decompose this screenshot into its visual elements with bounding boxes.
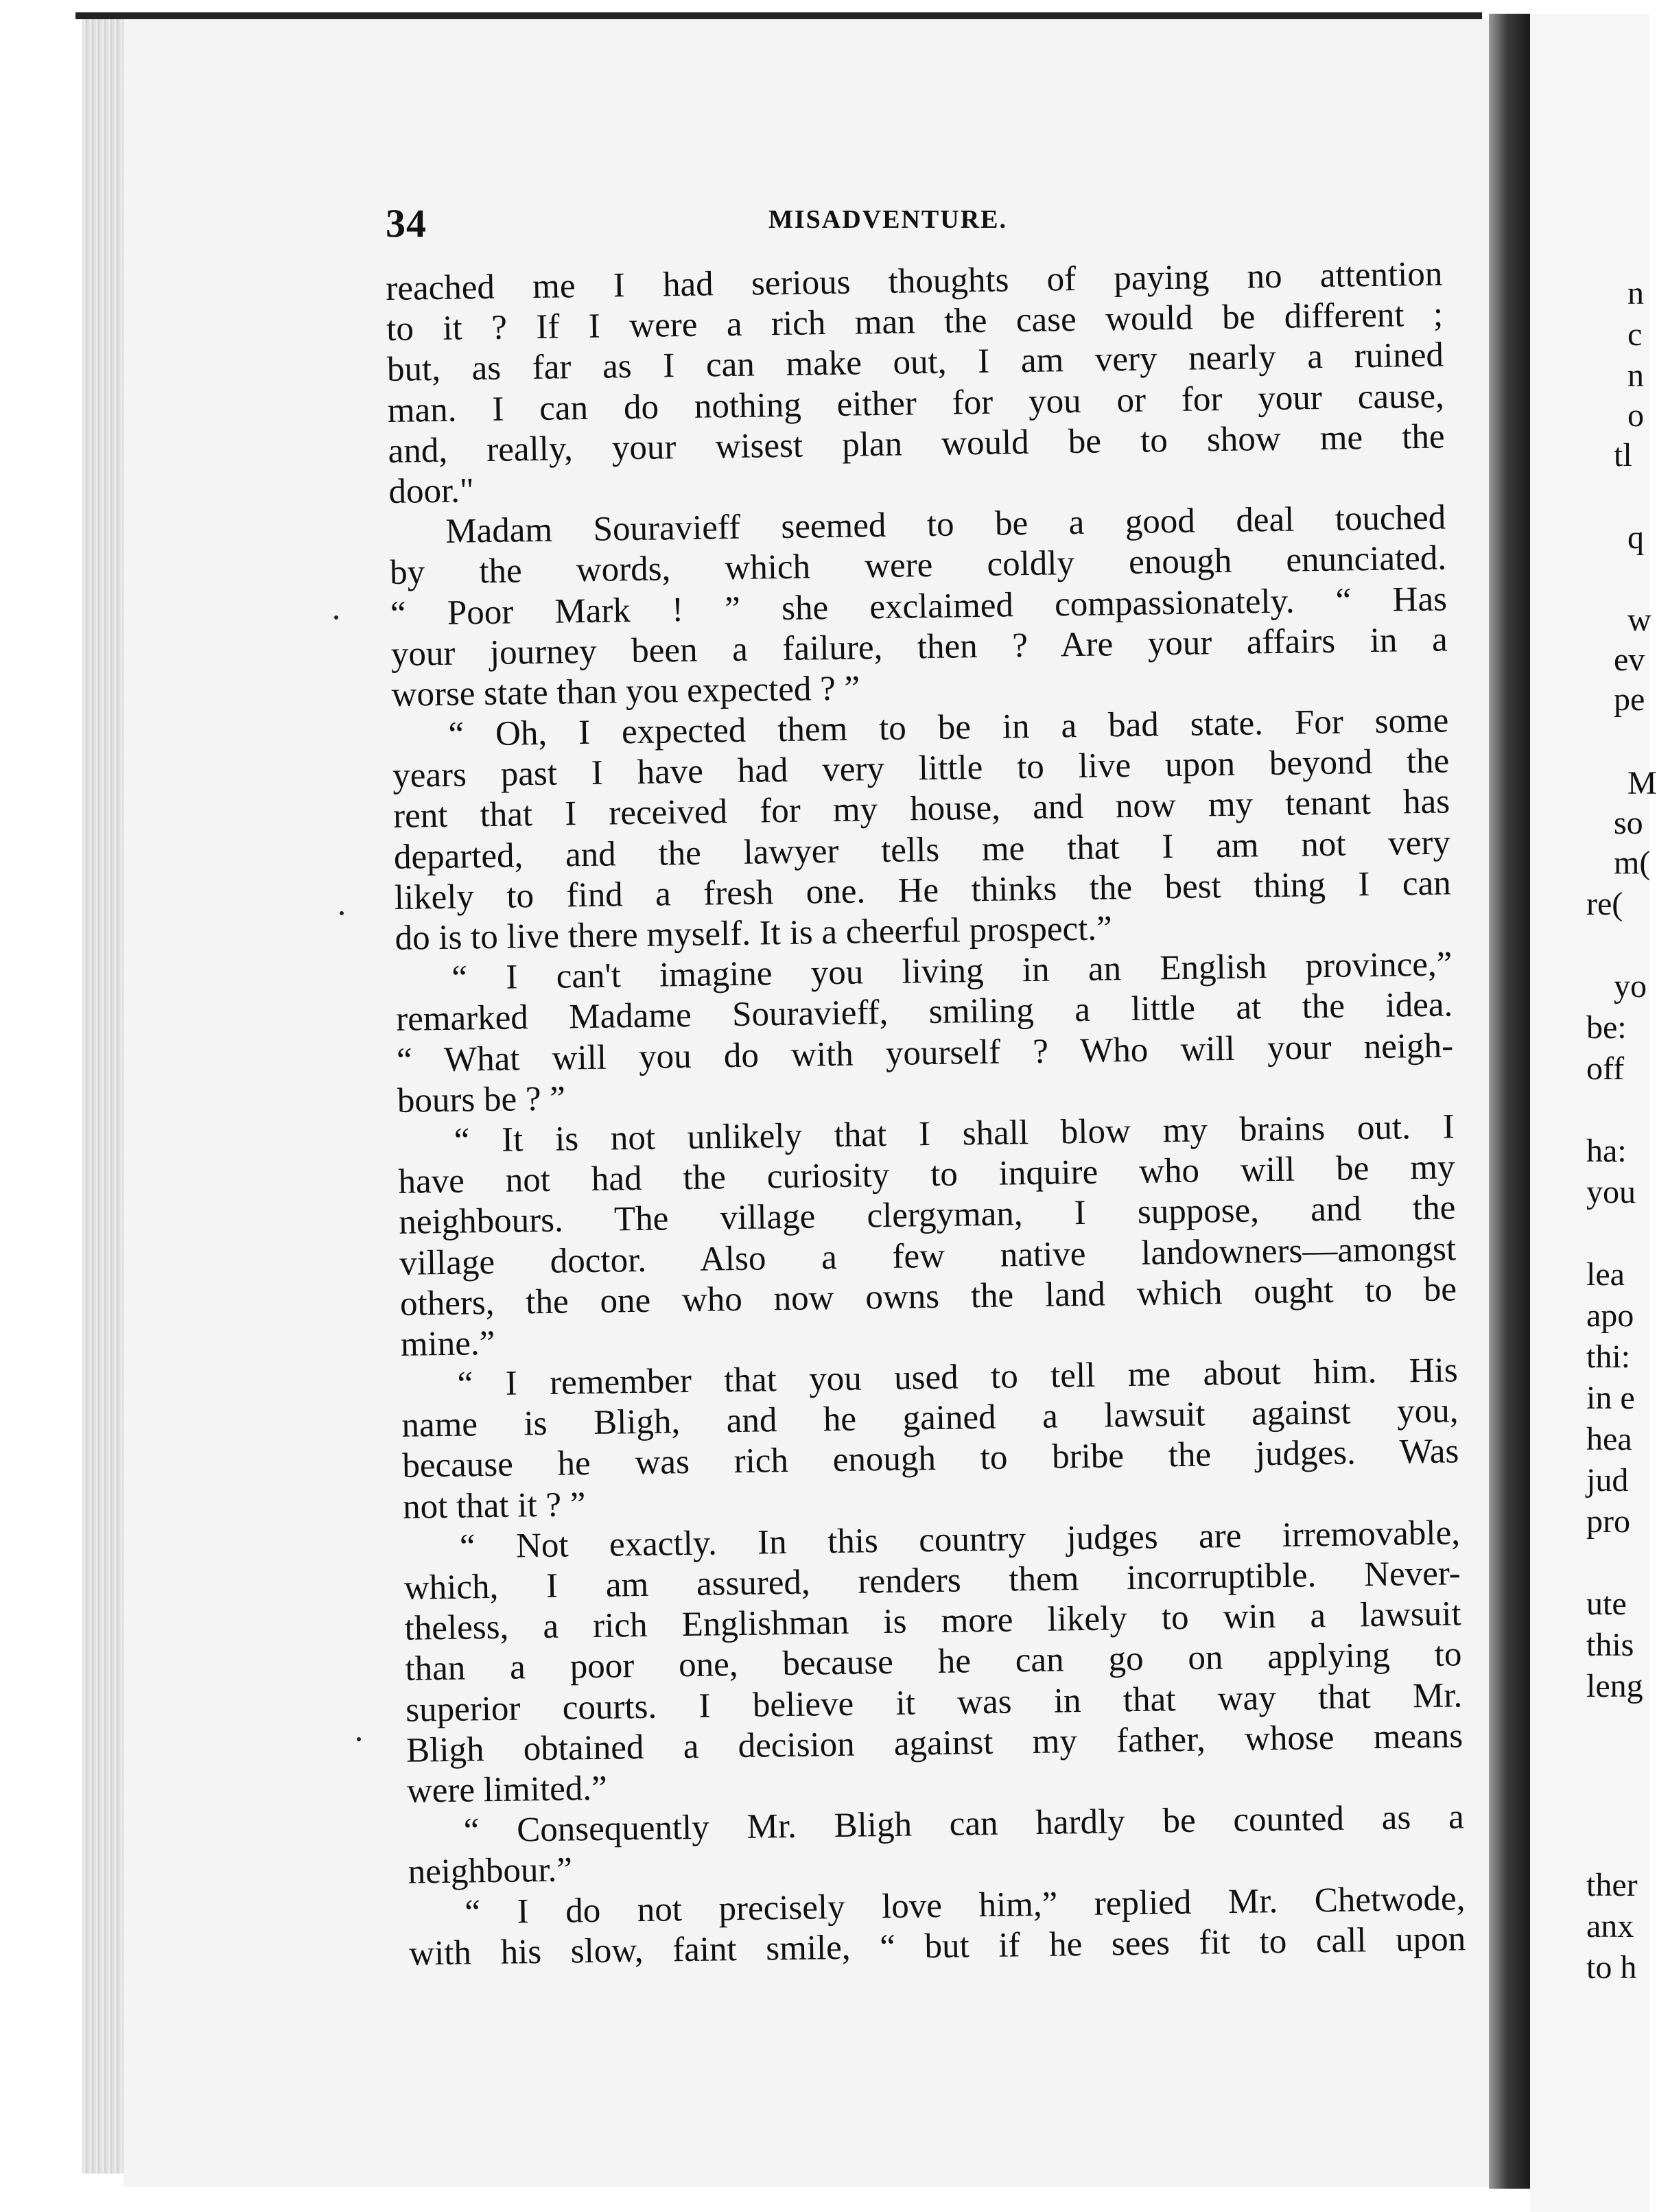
text-line: “ It is not unlikely that I shall blow my brains out. I [454,1107,1455,1160]
text-line: because he was rich enough to bribe the judges. Was [401,1432,1459,1486]
facing-page-fragment: m( [1614,845,1651,881]
text-line: “ Consequently Mr. Bligh can hardly be counted as a [463,1798,1465,1850]
facing-page-fragment: ther [1586,1867,1638,1903]
facing-page-fragment: thi: [1586,1339,1631,1375]
text-line: and, really, your wisest plan would be to show me the [388,417,1445,471]
facing-page-fragment: in e [1586,1380,1635,1416]
scan-border [75,12,1482,19]
facing-page-fragment: pe [1614,681,1645,718]
text-line: years past I have had very little to live upon beyond the [392,742,1450,796]
text-line: were limited.” [406,1769,608,1811]
facing-page-fragment: hea [1586,1421,1632,1457]
text-line: “ I remember that you used to tell me about him. His [457,1351,1458,1404]
facing-page-fragment: be: [1586,1009,1627,1046]
text-line: door." [388,471,475,511]
text-line: likely to find a fresh one. He thinks the best thing I can [394,864,1452,917]
running-title: MISADVENTURE. [768,205,1007,234]
facing-page-fragment: re( [1586,886,1623,922]
text-line: rent that I received for my house, and now my tenant has [392,782,1450,836]
text-line: “ Not exactly. In this country judges are irremovable, [459,1514,1461,1566]
facing-page-fragment: this [1586,1627,1634,1663]
facing-page-fragment: anx [1586,1908,1634,1944]
text-line: with his slow, faint smile, “ but if he sees fit to call upon [408,1919,1466,1973]
ink-speck [334,615,338,620]
facing-page-fragment: tl [1614,437,1632,473]
facing-page-fragment: you [1586,1174,1636,1210]
text-line: others, the one who now owns the land which ought to be [399,1270,1457,1323]
text-line: have not had the curiosity to inquire who will be my [398,1148,1455,1201]
facing-page-fragment: ev [1614,642,1645,678]
text-line: but, as far as I can make out, I am very nearly a ruined [386,336,1444,390]
facing-page-fragment: o [1627,397,1644,434]
facing-page-fragment: lea [1586,1256,1625,1293]
ink-speck [340,911,344,915]
facing-page-fragment: n [1627,275,1644,311]
body-text [386,254,1466,1974]
text-line: departed, and the lawyer tells me that I am not very [393,823,1451,877]
text-line: remarked Madame Souravieff, smiling a little at the idea. [395,985,1453,1039]
facing-page-fragment: pro [1586,1503,1630,1540]
text-line: reached me I had serious thoughts of paying no attention [386,255,1443,308]
text-line: to it ? If I were a rich man the case would be different ; [386,295,1444,349]
text-line: “ I do not precisely love him,” replied Mr. Chetwode, [465,1879,1466,1932]
text-line: not that it ? ” [402,1485,586,1527]
text-line: Madam Souravieff seemed to be a good deal touched [445,498,1446,551]
text-line: neighbour.” [408,1850,573,1892]
text-line: by the words, which were coldly enough enunciated. [389,539,1447,593]
text-line: your journey been a failure, then ? Are your affairs in a [390,620,1448,674]
facing-page-fragment: to h [1586,1949,1637,1986]
text-line: “ Oh, I expected them to be in a bad state. For some [448,701,1449,754]
facing-page-fragment: yo [1614,968,1647,1004]
text-line: name is Bligh, and he gained a lawsuit against you, [401,1391,1459,1446]
facing-page-fragment: n [1627,357,1644,394]
facing-page-fragment: c [1627,316,1643,353]
text-line: man. I can do nothing either for you or for your cause, [387,377,1445,430]
book-gutter-shadow [1489,14,1530,2189]
facing-page-fragment: leng [1586,1668,1643,1704]
facing-page-fragment: M [1627,765,1657,801]
text-line: “ What will you do with yourself ? Who will your neigh- [396,1026,1454,1080]
text-line: which, I am assured, renders them incorruptible. Never- [403,1554,1461,1608]
facing-page-fragment: ute [1586,1586,1627,1622]
text-line: village doctor. Also a few native landowners—amongst [399,1229,1457,1283]
facing-page-fragment: ha: [1586,1133,1627,1169]
text-line: “ I can't imagine you living in an English province,” [451,945,1453,998]
text-line: neighbours. The village clergyman, I suppose, and the [399,1188,1456,1243]
text-line: bours be ? ” [397,1079,566,1120]
facing-page-fragment: w [1627,602,1652,638]
text-line: theless, a rich Englishman is more likely to win a lawsuit [404,1595,1461,1648]
facing-page-fragment: q [1627,519,1644,556]
text-line: than a poor one, because he can go on applying to [405,1635,1462,1689]
text-line: superior courts. I believe it was in that way that Mr. [405,1675,1463,1730]
page-number: 34 [386,201,427,246]
facing-page-fragment: so [1614,805,1643,841]
facing-page-fragment: apo [1586,1297,1634,1334]
ink-speck [357,1737,361,1741]
text-line: Bligh obtained a decision against my father, whose means [406,1717,1464,1770]
text-line: “ Poor Mark ! ” she exclaimed compassionately. “ Has [390,579,1448,633]
text-line: worse state than you expected ? ” [391,669,860,714]
facing-page-fragment: off [1586,1050,1625,1087]
text-line: mine.” [400,1323,495,1364]
facing-page-fragment: jud [1586,1462,1629,1498]
text-line: do is to live there myself. It is a cheerful prospect.” [395,909,1113,958]
